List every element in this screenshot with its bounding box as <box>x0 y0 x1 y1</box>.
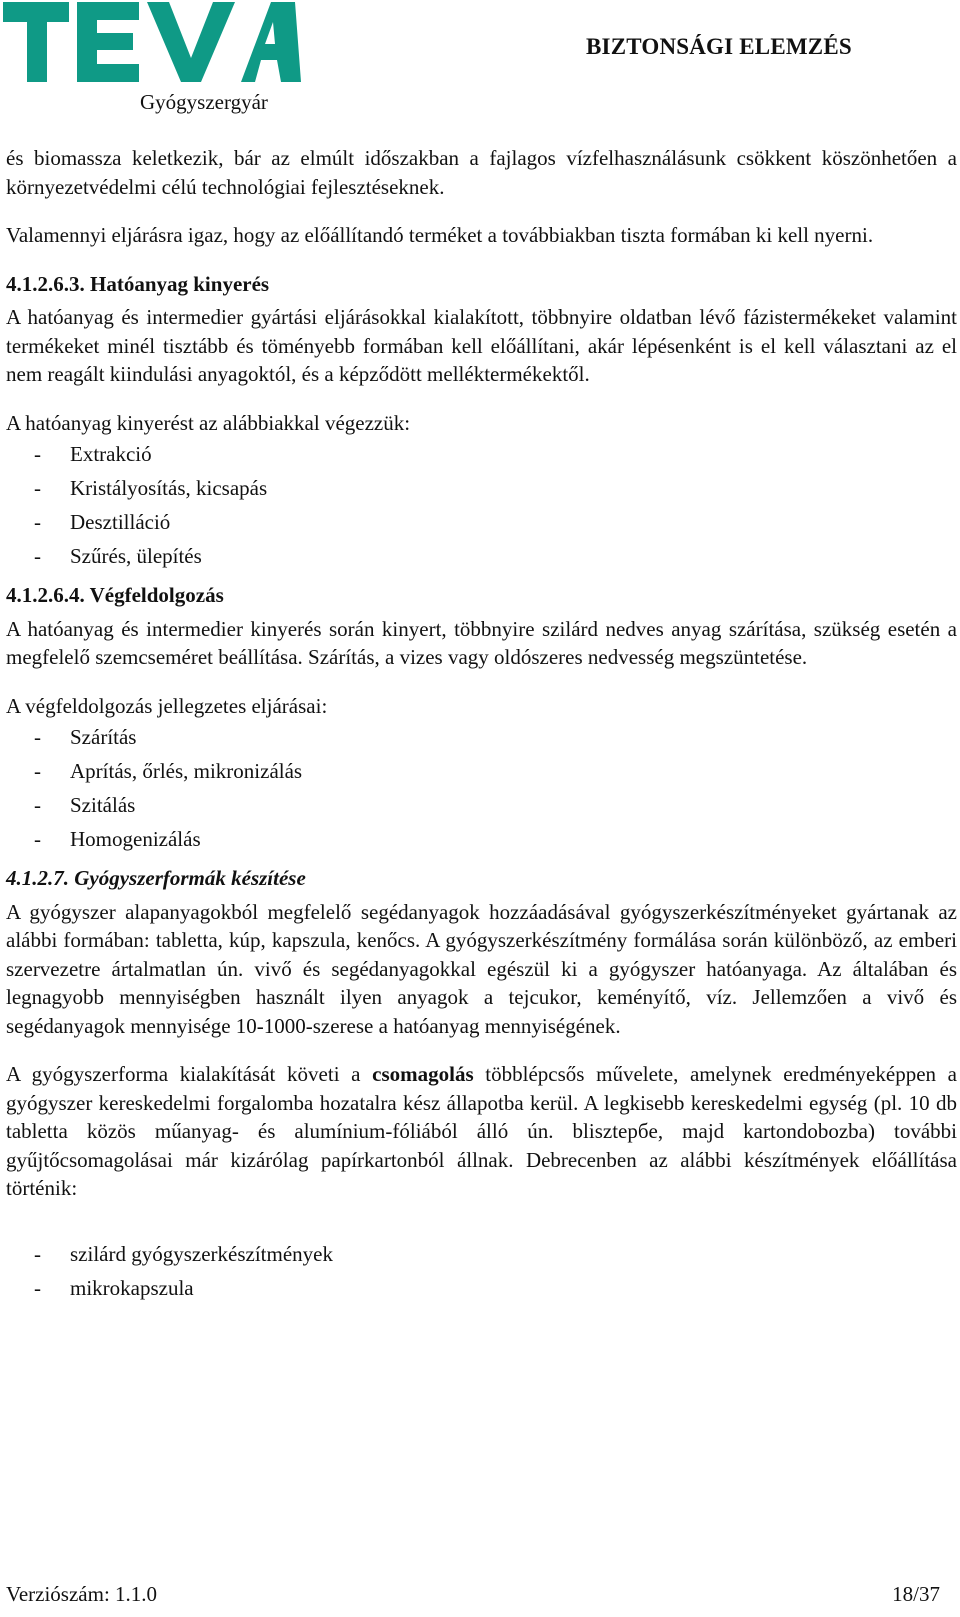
paragraph: A végfeldolgozás jellegzetes eljárásai: <box>6 693 328 718</box>
list-item: - Homogenizálás <box>6 822 957 856</box>
section-heading: 4.1.2.7. Gyógyszerformák készítése <box>6 866 306 890</box>
list-item: - mikrokapszula <box>6 1271 957 1305</box>
paragraph: A gyógyszer alapanyagokból megfelelő segédanyagok hozzáadásával gyógyszerkészítményeket gyártanak az alábbi formában: tabletta, kúp, kapszula, kenőcs. A gyógyszerkészítmény formálása során különböző, az emberi szervezetre ártalmatlan ún. vivő és segédanyagokkal egészül ki a gyógyszer hatóanyaga. Az általában és legnagyobb mennyiségben használt ilyen anyagok a tejcukor, keményítő, víz. Jellemzően a vivő és segédanyagok mennyisége 10-1000-szerese a hatóanyag mennyiségének. <box>6 899 957 1038</box>
emphasis: csomagolás <box>372 1062 474 1086</box>
logo-subtitle: Gyógyszergyár <box>140 90 268 114</box>
paragraph: Valamennyi eljárásra igaz, hogy az előállítandó terméket a továbbiakban tiszta formában ki kell nyerni. <box>6 223 874 247</box>
paragraph: A hatóanyag és intermedier gyártási eljárásokkal kialakított, többnyire oldatban lévő fázistermékeket valamint termékeket minél tisztább és töményebb formában kell előállítani, akár lépésenként is el kell választani az el nem reagált kiindulási anyagoktól, és a képződött melléktermékektől. <box>6 305 957 386</box>
paragraph <box>6 1060 957 1203</box>
list-item: - Extrakció <box>6 437 957 471</box>
version-label: Verziószám: 1.1.0 <box>6 1582 158 1606</box>
section-heading: 4.1.2.6.3. Hatóanyag kinyerés <box>6 271 270 296</box>
paragraph: A hatóanyag kinyerést az alábbiakkal végezzük: <box>6 410 411 435</box>
list-item: - Desztilláció <box>6 505 957 539</box>
list-item: - szilárd gyógyszerkészítmények <box>6 1237 957 1271</box>
section-heading: 4.1.2.6.4. Végfeldolgozás <box>6 583 224 607</box>
text-span: többlépcsős művelete, amelynek eredményeképpen a gyógyszer kereskedelmi forgalomba hozatalra kész állapotba kerül. A legkisebb kereskedelmi egység (pl. 10 db tabletta közös műanyag- és alumínium-fóliából álló ún. blisztербe, majd kartondobozba) további gyűjtőcsomagolásai már kizárólag papírkartonból állnak. Debrecenben az alábbi készítmények előállítása történik: <box>6 1062 957 1200</box>
paragraph: és biomassza keletkezik, bár az elmúlt időszakban a fajlagos vízfelhasználásunk csökkent köszönhetően a környezetvédelmi célú technológiai fejlesztéseknek. <box>6 146 957 199</box>
list <box>6 437 957 573</box>
document-title: BIZTONSÁGI ELEMZÉS <box>586 34 852 59</box>
page-number: 18/37 <box>892 1582 940 1606</box>
list-item: - Szitálás <box>6 788 957 822</box>
text-span: A gyógyszerforma kialakítását követi a <box>6 1062 373 1086</box>
list-item: - Szűrés, ülepítés <box>6 539 957 573</box>
list-item: - Kristályosítás, kicsapás <box>6 471 957 505</box>
list-item: - Szárítás <box>6 720 957 754</box>
document-body <box>6 144 957 1305</box>
list <box>6 720 957 856</box>
list <box>6 1237 957 1305</box>
paragraph: A hatóanyag és intermedier kinyerés során kinyert, többnyire szilárd nedves anyag szárítása, szükség esetén a megfelelő szemcseméret beállítása. Szárítás, a vizes vagy oldószeres nedvesség megszüntetése. <box>6 616 957 669</box>
list-item: - Aprítás, őrlés, mikronizálás <box>6 754 957 788</box>
teva-logo <box>3 0 303 86</box>
